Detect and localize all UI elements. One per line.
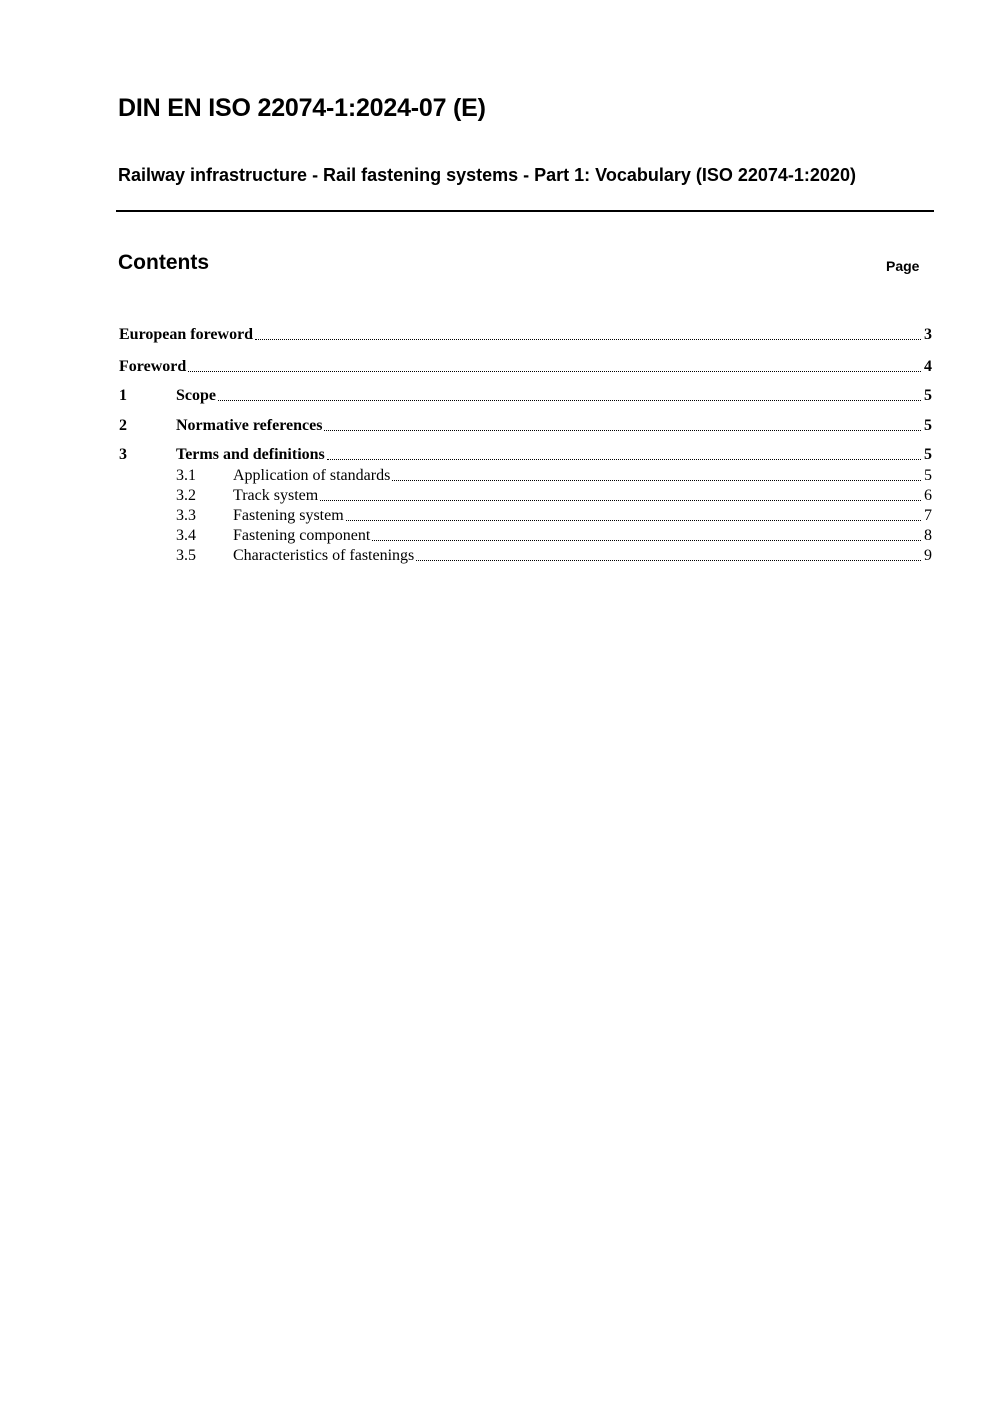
toc-entry-track-system[interactable]: [176, 486, 932, 506]
dot-leader: [392, 479, 921, 481]
toc-entry-page: 6: [924, 487, 932, 504]
page-column-label: Page: [886, 258, 920, 274]
toc-entry-page: 9: [924, 547, 932, 564]
toc-entry-number: 3.2: [176, 487, 196, 504]
toc-entry-number: 3.1: [176, 467, 196, 484]
toc-entry-title: Application of standards: [233, 467, 391, 484]
toc-entry-title: Normative references: [176, 417, 323, 434]
dot-leader: [320, 499, 921, 501]
dot-leader: [416, 559, 921, 561]
toc-entry-title: Fastening system: [233, 507, 344, 524]
toc-entry-page: 5: [924, 467, 932, 484]
dot-leader: [324, 429, 921, 431]
toc-entry-number: 3.4: [176, 527, 196, 544]
dot-leader: [188, 370, 921, 372]
toc-entry-title: Fastening component: [233, 527, 371, 544]
document-code: DIN EN ISO 22074-1:2024-07 (E): [118, 94, 486, 122]
contents-heading: Contents: [118, 251, 209, 274]
toc-entry-number: 1: [119, 387, 127, 404]
toc-entry-scope[interactable]: [119, 386, 932, 406]
toc-entry-number: 2: [119, 417, 127, 434]
title-divider: [116, 210, 934, 212]
toc-entry-title: Foreword: [119, 358, 187, 375]
dot-leader: [218, 399, 921, 401]
toc-entry-page: 5: [924, 446, 932, 463]
toc-entry-page: 5: [924, 417, 932, 434]
toc-entry-normative-references[interactable]: [119, 416, 932, 436]
toc-entry-page: 5: [924, 387, 932, 404]
toc-entry-fastening-component[interactable]: [176, 526, 932, 546]
toc-entry-terms-and-definitions[interactable]: [119, 445, 932, 465]
toc-entry-page: 7: [924, 507, 932, 524]
toc-entry-number: 3.3: [176, 507, 196, 524]
document-title: Railway infrastructure - Rail fastening systems - Part 1: Vocabulary (ISO 22074-1:2020): [118, 165, 856, 185]
toc-entry-title: Characteristics of fastenings: [233, 547, 415, 564]
toc-entry-title: Track system: [233, 487, 319, 504]
dot-leader: [327, 458, 921, 460]
toc-entry-title: Terms and definitions: [176, 446, 325, 463]
dot-leader: [346, 519, 921, 521]
toc-entry-number: 3.5: [176, 547, 196, 564]
toc-entry-title: European foreword: [119, 326, 254, 343]
toc-entry-foreword[interactable]: [119, 357, 932, 377]
toc-entry-number: 3: [119, 446, 127, 463]
toc-entry-page: 4: [924, 358, 932, 375]
dot-leader: [372, 539, 921, 541]
toc-entry-page: 3: [924, 326, 932, 343]
toc-entry-title: Scope: [176, 387, 216, 404]
dot-leader: [255, 338, 921, 340]
toc-entry-page: 8: [924, 527, 932, 544]
toc-entry-fastening-system[interactable]: [176, 506, 932, 526]
toc-entry-application-of-standards[interactable]: [176, 466, 932, 486]
toc-entry-european-foreword[interactable]: [119, 325, 932, 345]
toc-entry-characteristics-of-fastenings[interactable]: [176, 546, 932, 566]
